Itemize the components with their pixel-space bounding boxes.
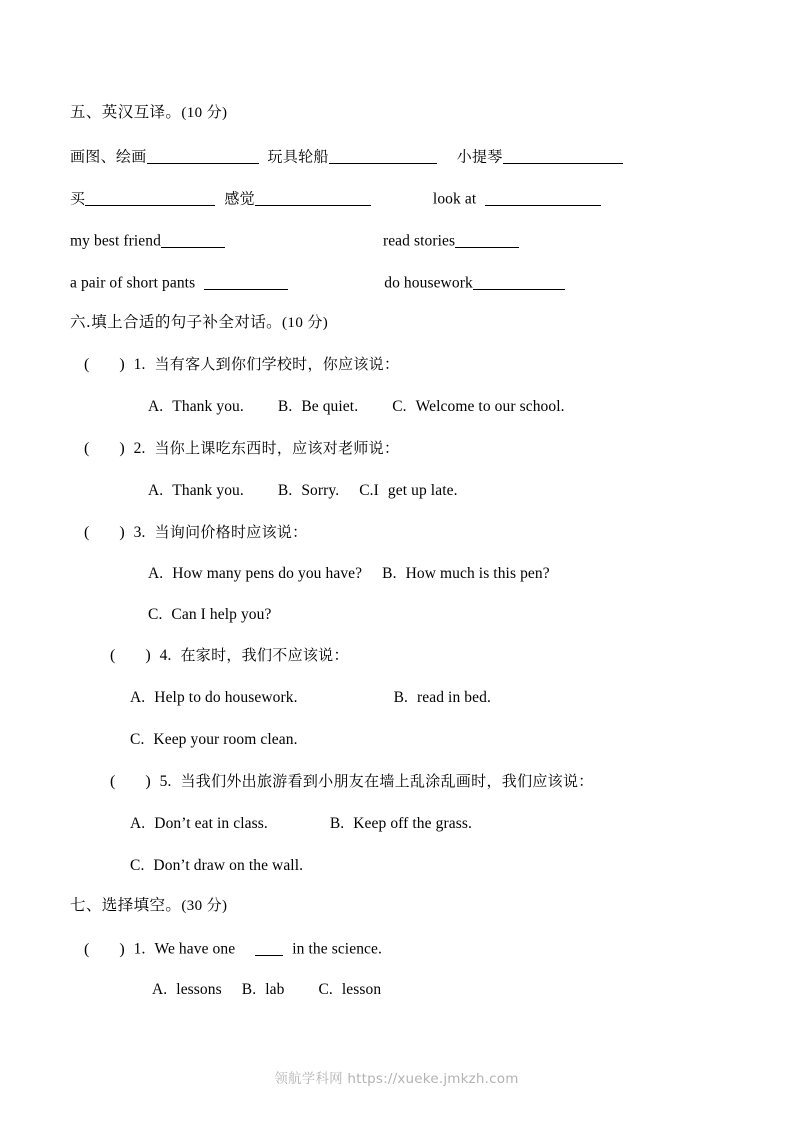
translation-blank[interactable] bbox=[455, 232, 519, 248]
translation-blank[interactable] bbox=[255, 190, 371, 206]
question-number: 1. bbox=[133, 356, 146, 373]
question-six-2-options bbox=[148, 483, 458, 499]
option-text[interactable]: How much is this pen? bbox=[405, 565, 550, 582]
option-text[interactable]: Keep your room clean. bbox=[153, 731, 298, 748]
translation-term: 买 bbox=[70, 189, 86, 208]
question-number: 4. bbox=[159, 647, 172, 664]
question-six-4-options-line-1 bbox=[130, 690, 491, 706]
translation-row-3 bbox=[70, 232, 519, 249]
option-label[interactable]: A. bbox=[148, 398, 164, 415]
option-text[interactable]: get up late. bbox=[387, 482, 458, 499]
option-text[interactable]: Welcome to our school. bbox=[415, 398, 565, 415]
translation-term: 小提琴 bbox=[456, 147, 503, 166]
option-text[interactable]: Keep off the grass. bbox=[353, 815, 472, 832]
question-stem: 当有客人到你们学校时，你应该说： bbox=[154, 355, 400, 373]
translation-term: 玩具轮船 bbox=[267, 147, 329, 166]
translation-blank[interactable] bbox=[161, 232, 225, 248]
translation-blank[interactable] bbox=[147, 148, 259, 164]
section-seven-heading bbox=[70, 898, 227, 914]
option-label[interactable]: B. bbox=[241, 981, 257, 998]
answer-bracket[interactable]: ( ) bbox=[110, 773, 151, 790]
question-stem: 在家时，我们不应该说： bbox=[180, 646, 349, 664]
translation-term: 画图、绘画 bbox=[70, 147, 147, 166]
question-seven-1 bbox=[84, 940, 382, 958]
question-six-5-options-line-2 bbox=[130, 858, 303, 874]
answer-bracket[interactable]: ( ) bbox=[110, 647, 151, 664]
question-six-5 bbox=[110, 774, 594, 790]
translation-term: my best friend bbox=[70, 232, 161, 250]
section-five-title: 五、英汉互译。 bbox=[70, 103, 182, 121]
answer-bracket[interactable]: ( ) bbox=[84, 440, 125, 457]
option-text[interactable]: Thank you. bbox=[172, 398, 244, 415]
option-text[interactable]: Thank you. bbox=[172, 482, 244, 499]
option-label[interactable]: A. bbox=[152, 981, 168, 998]
translation-term: do housework bbox=[384, 274, 473, 292]
option-text[interactable]: Be quiet. bbox=[301, 398, 359, 415]
question-stem: 当你上课吃东西时，应该对老师说： bbox=[154, 439, 400, 457]
section-six-heading bbox=[70, 315, 328, 331]
option-text[interactable]: Don’t eat in class. bbox=[154, 815, 268, 832]
translation-term: read stories bbox=[382, 232, 456, 250]
option-label[interactable]: A. bbox=[148, 482, 164, 499]
section-five-score: (10 分) bbox=[181, 105, 228, 121]
question-six-3-options-line-1 bbox=[148, 566, 550, 582]
question-stem-after: in the science. bbox=[292, 940, 382, 958]
option-text[interactable]: Sorry. bbox=[301, 482, 340, 499]
question-number: 3. bbox=[133, 524, 146, 541]
option-label[interactable]: A. bbox=[130, 815, 146, 832]
option-label[interactable]: C. bbox=[130, 731, 145, 748]
option-text[interactable]: lessons bbox=[176, 981, 222, 998]
option-label[interactable]: C. bbox=[130, 857, 145, 874]
answer-bracket[interactable]: ( ) bbox=[84, 940, 125, 958]
question-stem: 当我们外出旅游看到小朋友在墙上乱涂乱画时，我们应该说： bbox=[180, 772, 594, 790]
option-label[interactable]: C. bbox=[318, 981, 333, 998]
option-text[interactable]: Can I help you? bbox=[171, 606, 272, 623]
translation-blank[interactable] bbox=[473, 274, 565, 290]
option-label[interactable]: A. bbox=[148, 565, 164, 582]
question-six-5-options-line-1 bbox=[130, 816, 472, 832]
option-text[interactable]: Don’t draw on the wall. bbox=[153, 857, 304, 874]
option-label[interactable]: C. bbox=[392, 398, 407, 415]
option-text[interactable]: How many pens do you have? bbox=[172, 565, 363, 582]
question-six-4 bbox=[110, 648, 349, 664]
option-text[interactable]: read in bed. bbox=[417, 689, 491, 706]
question-number: 5. bbox=[159, 773, 172, 790]
section-six-score: (10 分) bbox=[282, 315, 329, 331]
translation-term: a pair of short pants bbox=[70, 274, 196, 292]
question-number: 1. bbox=[133, 940, 146, 958]
question-six-3 bbox=[84, 525, 308, 541]
option-label[interactable]: B. bbox=[277, 398, 293, 415]
translation-row-1 bbox=[70, 148, 623, 165]
option-label[interactable]: C. bbox=[148, 606, 163, 623]
option-text[interactable]: Help to do housework. bbox=[154, 689, 298, 706]
option-label[interactable]: B. bbox=[382, 565, 397, 582]
footer-watermark: 领航学科网 https://xueke.jmkzh.com bbox=[274, 1071, 519, 1087]
option-label[interactable]: C.I bbox=[359, 482, 379, 499]
answer-bracket[interactable]: ( ) bbox=[84, 524, 125, 541]
translation-term: 感觉 bbox=[224, 189, 255, 208]
question-six-3-options-line-2 bbox=[148, 607, 272, 623]
question-stem-before: We have one bbox=[154, 940, 236, 958]
translation-row-4 bbox=[70, 274, 565, 291]
translation-blank[interactable] bbox=[85, 190, 215, 206]
question-seven-1-options bbox=[152, 982, 381, 998]
option-text[interactable]: lab bbox=[265, 981, 285, 998]
translation-blank[interactable] bbox=[204, 274, 288, 290]
question-number: 2. bbox=[133, 440, 146, 457]
question-six-1-options bbox=[148, 399, 565, 415]
question-six-1 bbox=[84, 357, 399, 373]
translation-blank[interactable] bbox=[329, 148, 437, 164]
section-six-title: 六.填上合适的句子补全对话。 bbox=[70, 313, 283, 331]
translation-term: look at bbox=[432, 190, 477, 208]
section-seven-score: (30 分) bbox=[181, 898, 228, 914]
question-six-4-options-line-2 bbox=[130, 732, 298, 748]
option-label[interactable]: B. bbox=[277, 482, 293, 499]
question-six-2 bbox=[84, 441, 399, 457]
section-seven-title: 七、选择填空。 bbox=[70, 896, 182, 914]
translation-blank[interactable] bbox=[485, 190, 601, 206]
section-five-heading bbox=[70, 105, 227, 121]
option-label[interactable]: B. bbox=[393, 689, 409, 706]
question-stem: 当询问价格时应该说： bbox=[154, 523, 308, 541]
translation-row-2 bbox=[70, 190, 601, 207]
translation-blank[interactable] bbox=[503, 148, 623, 164]
option-label[interactable]: A. bbox=[130, 689, 146, 706]
option-label[interactable]: B. bbox=[329, 815, 345, 832]
answer-bracket[interactable]: ( ) bbox=[84, 356, 125, 373]
question-inline-blank[interactable] bbox=[255, 940, 283, 956]
option-text[interactable]: lesson bbox=[341, 981, 382, 998]
